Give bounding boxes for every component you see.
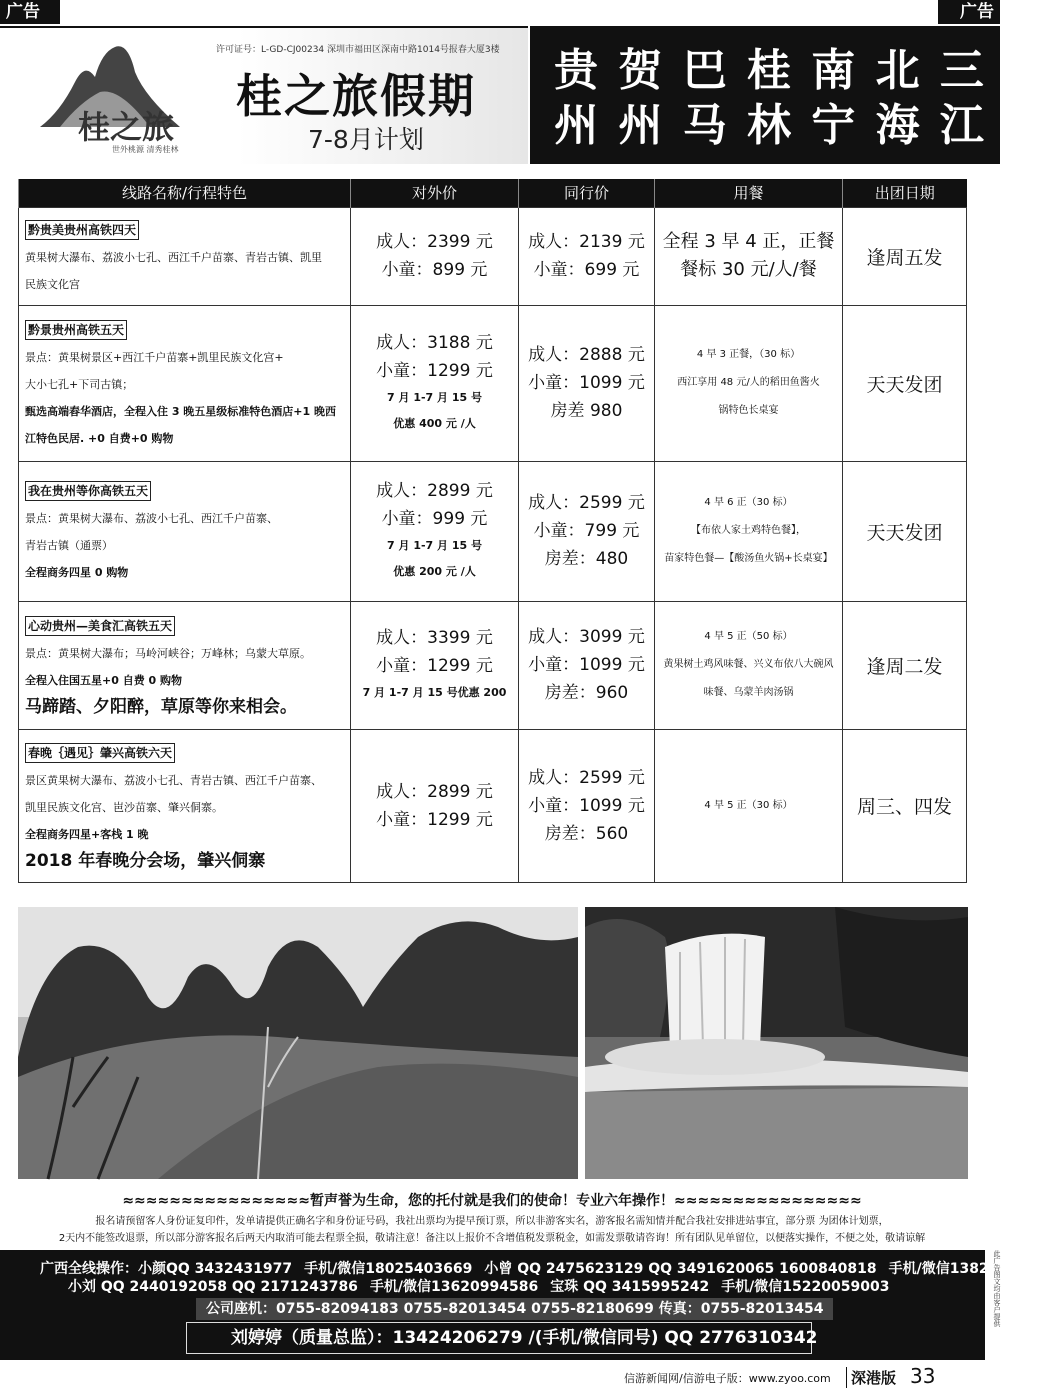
peer-price-cell: [519, 729, 655, 882]
destination-char: 贺: [618, 45, 663, 96]
route-cell: [19, 207, 351, 305]
route-detail: 大小七孔+下司古镇；: [25, 377, 134, 391]
departure-date: 周三、四发: [843, 729, 967, 882]
route-tagline: 马蹄踏、夕阳醉，草原等你来相会。: [25, 696, 297, 717]
public-price: 小童：1299 元: [376, 809, 493, 830]
public-price-cell: [351, 461, 519, 601]
meal-cell: [655, 729, 843, 882]
peer-price: 房差：480: [544, 549, 629, 569]
peer-price-cell: [519, 305, 655, 461]
contact-item: 手机/微信13620994586: [369, 1279, 539, 1295]
landscape-photo: [18, 907, 578, 1179]
contact-item: 小刘 QQ 2440192058 QQ 2171243786: [68, 1279, 358, 1295]
page-subtitle: 7-8月计划: [308, 125, 424, 154]
peer-price: 成人：2139 元: [528, 232, 645, 252]
peer-price-cell: [519, 601, 655, 729]
contact-item: 手机/微信13823708645: [888, 1261, 1057, 1277]
meal-info: 【布依人家土鸡特色餐】，: [691, 525, 806, 536]
public-price-cell: [351, 729, 519, 882]
public-price-cell: [351, 305, 519, 461]
header-left: [0, 26, 528, 164]
destination-char: 海: [875, 100, 920, 151]
destination-char: 北: [875, 45, 920, 96]
peer-price: 房差：560: [544, 823, 629, 844]
brand-slogan: 世外桃源 清秀桂林: [112, 145, 179, 154]
quality-director-contact: 刘婷婷（质量总监）：13424206279 /(手机/微信同号) QQ 2776310342: [186, 1322, 812, 1354]
booking-note: 报名请预留客人身份证复印件，发单请提供正确名字和身份证号码，我社出票均为提早预订票，所以非游客实名，游客报名需知情并配合我社安排进站事宜，部分票 为团体计划票，: [95, 1216, 889, 1227]
ad-label-left: 广告: [0, 0, 60, 24]
route-detail: 景点：黄果树大瀑布、荔波小七孔、西江千户苗寨、: [25, 512, 278, 525]
route-detail: 景区黄果树大瀑布、荔波小七孔、青岩古镇、西江千户苗寨、: [25, 773, 322, 787]
peer-price: 小童：699 元: [533, 260, 640, 280]
peer-price: 成人：2599 元: [528, 493, 645, 513]
meal-info: 味餐、乌蒙羊肉汤锅: [703, 687, 794, 698]
public-price: 成人：2899 元: [376, 781, 493, 802]
destinations-panel: [530, 26, 1000, 164]
destination-char: 马: [682, 100, 727, 151]
route-highlight: 江特色民居. +0 自费+0 购物: [25, 431, 174, 445]
company-motto: ≈≈≈≈≈≈≈≈≈≈≈≈≈≈≈≈暂声誉为生命，您的托付就是我们的使命！专业六年操作！≈≈≈≈≈≈≈≈≈≈≈≈≈≈≈≈: [122, 1193, 862, 1209]
header-public-price: 对外价: [351, 179, 519, 207]
route-name: 黔贵美贵州高铁四天: [25, 220, 139, 240]
peer-price: 房差：960: [544, 683, 629, 703]
price-promo: 7 月 1-7 月 15 号优惠 200: [362, 686, 507, 699]
peer-price: 成人：2599 元: [528, 767, 645, 788]
table-row: [19, 305, 967, 461]
peer-price: 小童：1099 元: [528, 373, 645, 393]
destination-char: 三: [939, 45, 984, 96]
meal-cell: [655, 305, 843, 461]
destination-char: 州: [554, 100, 599, 151]
route-name: 我在贵州等你高铁五天: [25, 481, 151, 501]
peer-price-cell: [519, 461, 655, 601]
meal-info: 餐标 30 元/人/餐: [680, 259, 817, 280]
price-promo: 优惠 200 元 /人: [393, 565, 476, 578]
table-header-row: [19, 179, 967, 207]
booking-notes: [18, 1213, 966, 1247]
route-detail: 景点：黄果树大瀑布；马岭河峡谷；万峰林；乌蒙大草原。: [25, 646, 311, 660]
page-number: 33: [910, 1364, 936, 1388]
price-promo: 7 月 1-7 月 15 号: [387, 391, 482, 404]
karst-landscape-illustration: [18, 907, 578, 1179]
public-price: 成人：3188 元: [376, 333, 493, 353]
waterfall-illustration: [585, 907, 968, 1179]
peer-price: 小童：1099 元: [528, 795, 645, 816]
contact-item: 宝珠 QQ 3415995242: [550, 1279, 710, 1295]
meal-info: 全程 3 早 4 正，正餐: [662, 231, 835, 252]
destination-char: 宁: [811, 100, 856, 151]
destination-char: 江: [939, 100, 984, 151]
contact-item: 手机/微信15220059003: [721, 1279, 890, 1295]
header: [0, 26, 1000, 164]
table-row: [19, 601, 967, 729]
route-detail: 凯里民族文化宫、岜沙苗寨、肇兴侗寨。: [25, 800, 223, 814]
meal-info: 苗家特色餐—【酸汤鱼火锅+长桌宴】: [664, 553, 833, 564]
meal-info: 4 早 5 正（50 标）: [704, 631, 793, 642]
route-highlight: 全程商务四星+客栈 1 晚: [25, 827, 149, 841]
peer-price: 房差 980: [550, 401, 623, 421]
page-footer: [580, 1366, 1000, 1388]
public-price: 小童：1299 元: [376, 361, 493, 381]
price-promo: 优惠 400 元 /人: [393, 417, 476, 430]
route-highlight: 全程商务四星 0 购物: [25, 566, 129, 579]
booking-note: 2天内不能签改退票，所以部分游客报名后两天内取消可能去程票全损，敬请注意！备注以上报价不含增值税发票税金，如需发票敬请咨询！所有团队见单留位，以便落实操作，不便之处，敬请谅解: [58, 1233, 926, 1244]
license-info: 许可证号：L-GD-CJ00234 深圳市福田区深南中路1014号报春大厦3楼: [216, 45, 500, 55]
departure-date: 天天发团: [843, 305, 967, 461]
peer-price: 成人：2888 元: [528, 345, 645, 365]
meal-info: 4 早 6 正（30 标）: [704, 497, 793, 508]
departure-date: 天天发团: [843, 461, 967, 601]
meal-cell: [655, 207, 843, 305]
public-price-cell: [351, 601, 519, 729]
contact-item: 广西全线操作：小颜QQ 3432431977: [40, 1261, 293, 1277]
public-price-cell: [351, 207, 519, 305]
destination-char: 林: [746, 100, 791, 151]
destination-char: 巴: [682, 45, 727, 96]
routes-table: [18, 179, 967, 883]
meal-info: 4 早 5 正（30 标）: [704, 799, 793, 811]
edition-label: 深港版: [846, 1367, 896, 1388]
destination-char: 州: [618, 100, 663, 151]
website-info: 信游新闻网/信游电子版：www.zyoo.com: [624, 1372, 831, 1385]
route-cell: [19, 729, 351, 882]
route-highlight: 甄选高端舂华酒店，全程入住 3 晚五星级标准特色酒店+1 晚西: [25, 404, 337, 418]
destination-char: 南: [811, 45, 856, 96]
destination-char: 桂: [746, 45, 791, 96]
route-cell: [19, 305, 351, 461]
header-meal: 用餐: [655, 179, 843, 207]
header-date: 出团日期: [843, 179, 967, 207]
meal-info: 黄果树土鸡风味餐、兴义布依八大碗风: [663, 659, 834, 670]
public-price: 小童：1299 元: [376, 656, 493, 676]
public-price: 成人：2899 元: [376, 481, 493, 501]
meal-info: 西江享用 48 元/人的稻田鱼酱火: [677, 377, 820, 388]
header-route: 线路名称/行程特色: [19, 179, 351, 207]
price-promo: 7 月 1-7 月 15 号: [387, 539, 482, 552]
contact-item: 手机/微信18025403669: [304, 1261, 473, 1277]
table-row: [19, 207, 967, 305]
side-disclaimer: 此广告图文均由客户提供: [993, 1250, 1001, 1327]
destination-char: 贵: [554, 45, 599, 96]
table-row: [19, 729, 967, 882]
header-peer-price: 同行价: [519, 179, 655, 207]
route-detail: 黄果树大瀑布、荔波小七孔、西江千户苗寨、青岩古镇、凯里: [25, 250, 322, 264]
route-tagline: 2018 年春晚分会场，肇兴侗寨: [25, 850, 266, 871]
peer-price: 成人：3099 元: [528, 627, 645, 647]
public-price: 小童：999 元: [381, 509, 488, 529]
route-detail: 景点：黄果树景区+西江千户苗寨+凯里民族文化宫+: [25, 350, 284, 364]
company-phone: 公司座机：0755-82094183 0755-82013454 0755-82180699 传真：0755-82013454: [196, 1298, 833, 1320]
route-detail: 青岩古镇（通票）: [25, 539, 113, 552]
meal-info: 锅特色长桌宴: [718, 405, 779, 416]
destinations-grid: [544, 44, 994, 154]
table-row: [19, 461, 967, 601]
route-highlight: 全程入住国五星+0 自费 0 购物: [25, 673, 183, 687]
brand-logo: [30, 42, 210, 157]
waterfall-photo: [585, 907, 968, 1179]
public-price: 成人：3399 元: [376, 628, 493, 648]
page-title: 桂之旅假期: [236, 69, 476, 123]
contact-item: 小曾 QQ 2475623129 QQ 3491620065 1600840818: [484, 1261, 877, 1277]
route-name: 心动贵州—美食汇高铁五天: [25, 616, 175, 636]
meal-cell: [655, 461, 843, 601]
route-detail: 民族文化宫: [25, 277, 80, 291]
route-cell: [19, 461, 351, 601]
ad-label-right: 广告: [938, 0, 1000, 24]
meal-info: 4 早 3 正餐，（30 标）: [696, 349, 801, 360]
route-cell: [19, 601, 351, 729]
departure-date: 逢周五发: [843, 207, 967, 305]
route-name: 黔景贵州高铁五天: [25, 320, 127, 340]
peer-price-cell: [519, 207, 655, 305]
route-name: 春晚｛遇见｝肇兴高铁六天: [25, 743, 175, 763]
public-price: 成人：2399 元: [376, 232, 493, 252]
contact-line-1: [40, 1258, 1057, 1278]
contact-line-2: [68, 1276, 889, 1296]
meal-cell: [655, 601, 843, 729]
peer-price: 小童：1099 元: [528, 655, 645, 675]
brand-name: 桂之旅: [78, 108, 175, 146]
peer-price: 小童：799 元: [533, 521, 640, 541]
departure-date: 逢周二发: [843, 601, 967, 729]
public-price: 小童：899 元: [381, 260, 488, 280]
